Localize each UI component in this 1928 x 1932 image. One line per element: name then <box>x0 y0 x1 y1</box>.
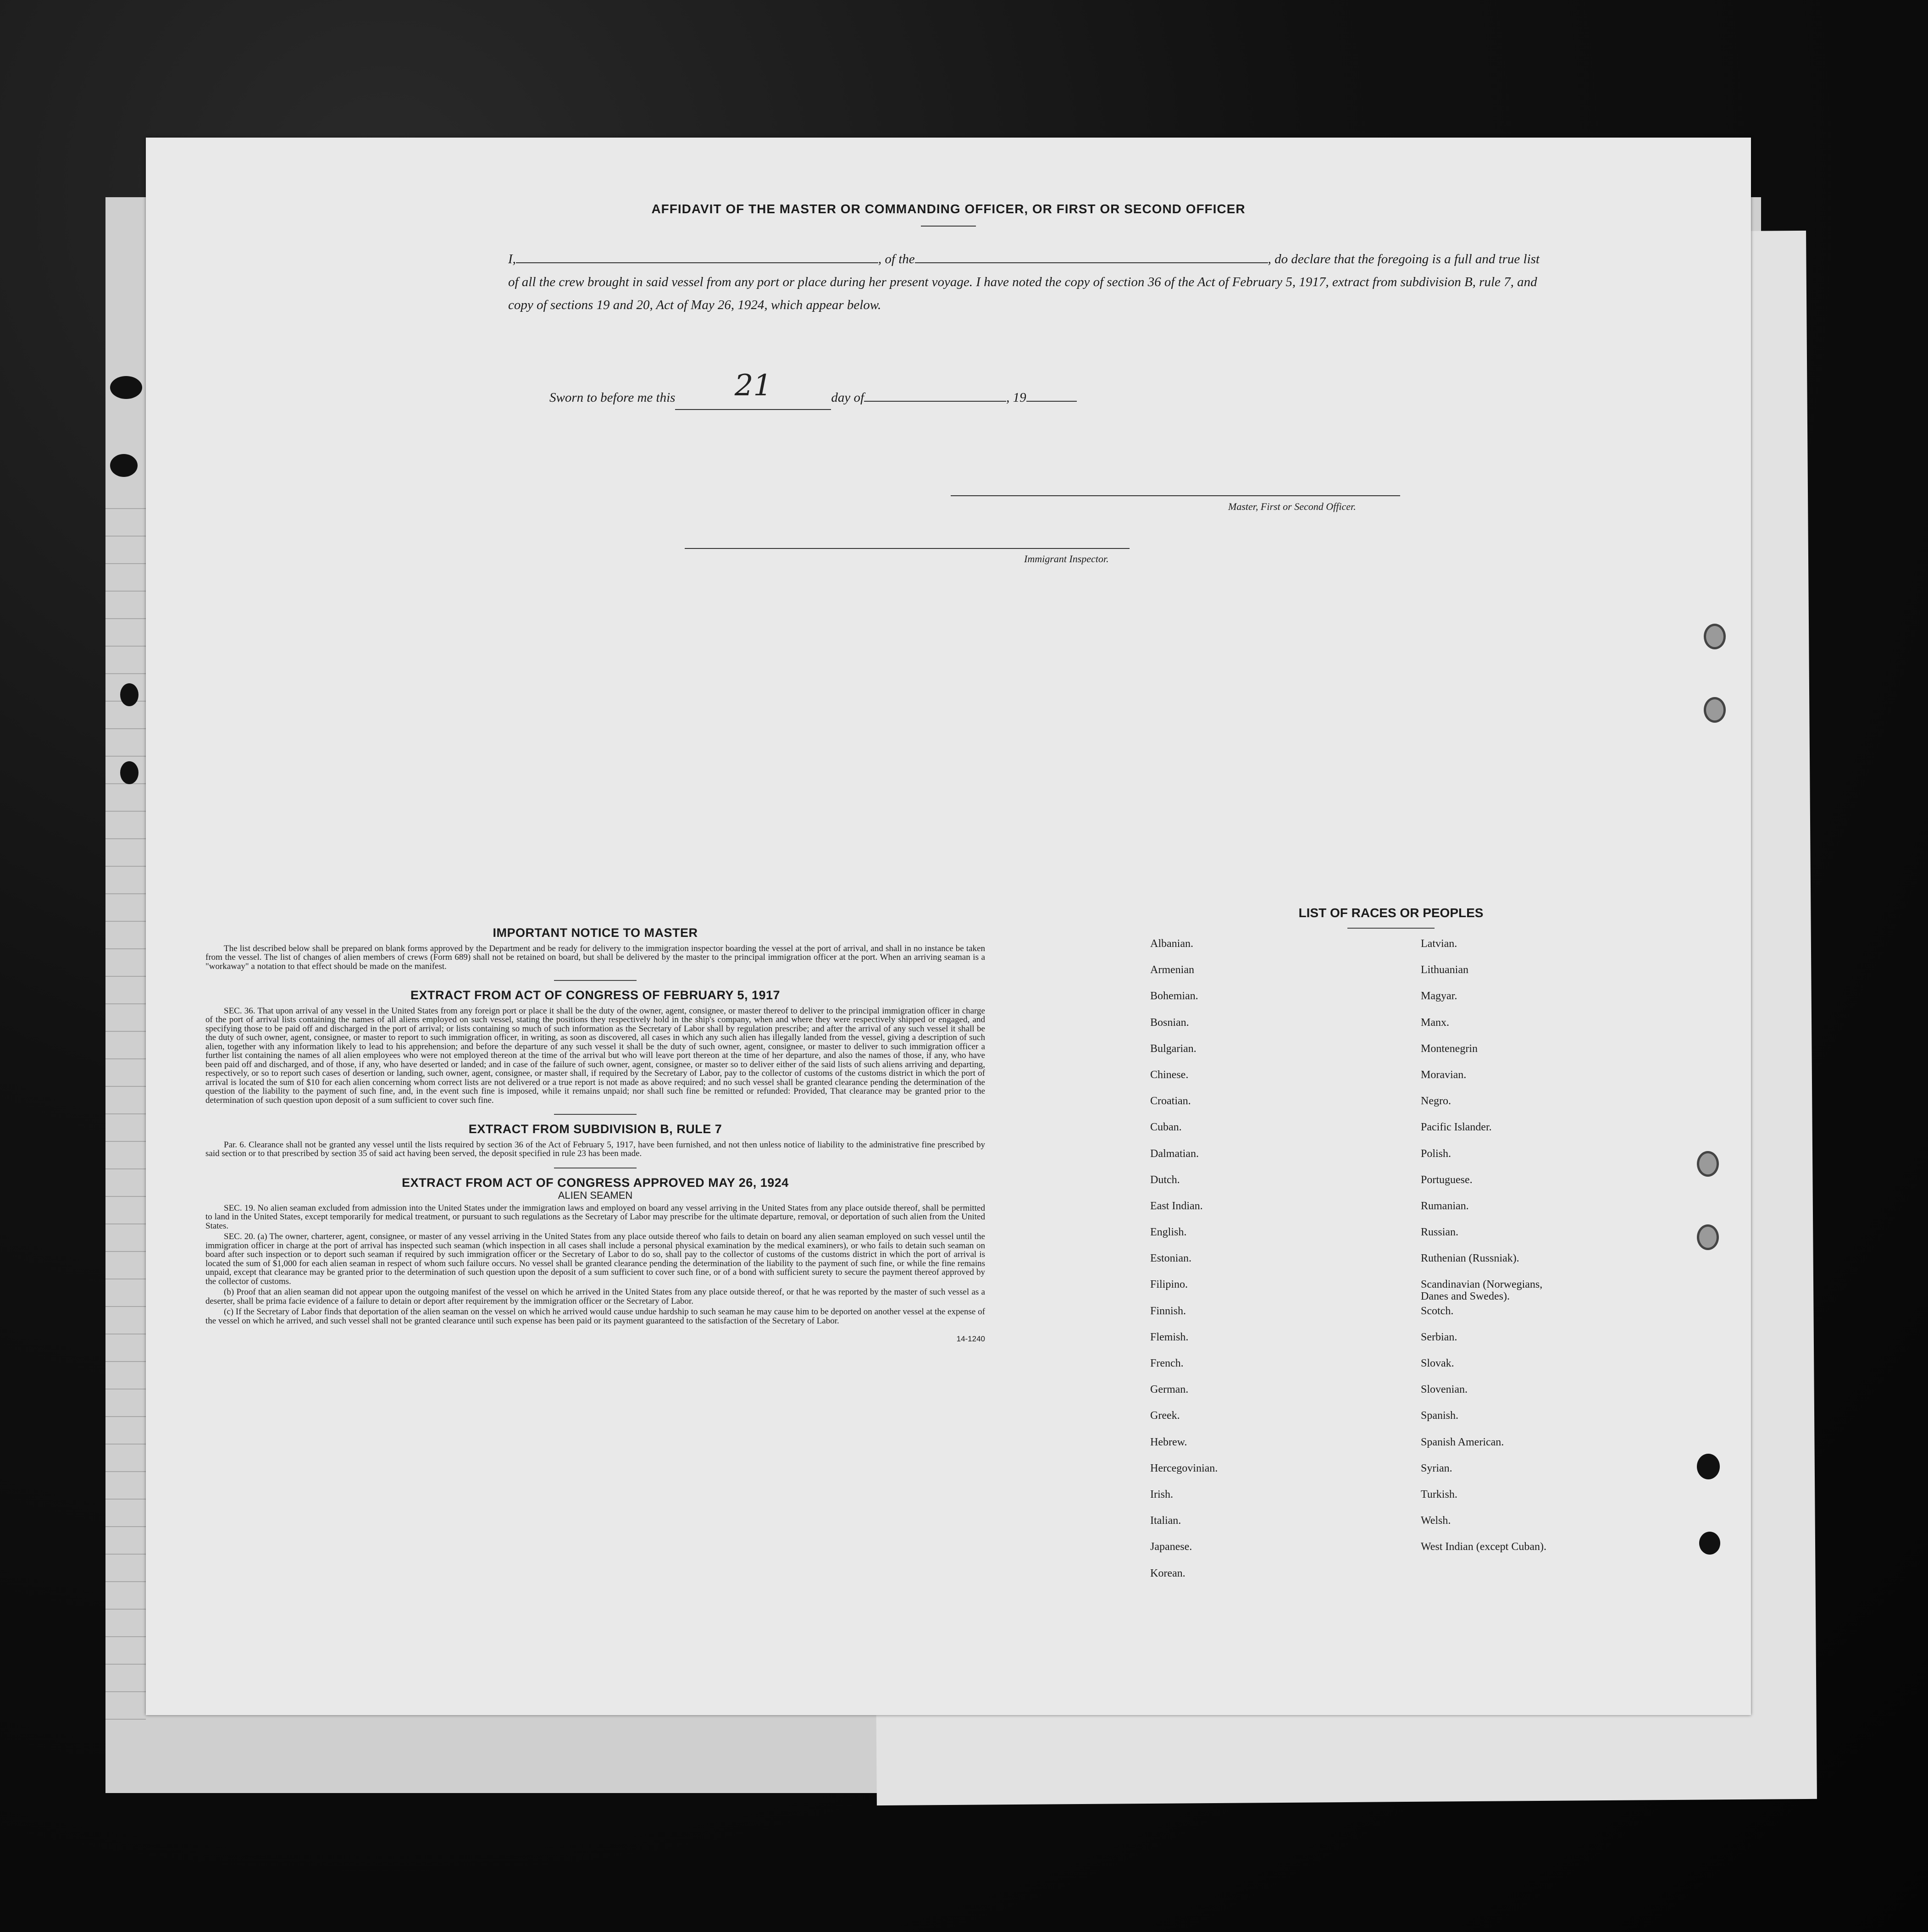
race-item: French. <box>1150 1357 1184 1369</box>
ruled-page-edge <box>105 482 146 1720</box>
sec19-text: SEC. 19. No alien seaman excluded from admission into the United States under the immigration laws and employed on board any vessel arriving in the United States from any place outside thereof, shall be permitted to land in the United States, except temporarily for medical treatment, or pursuant to such regulations as the Secretary of Labor may prescribe for the ultimate departure, removal, or deportation of such alien from the United States. <box>205 1203 985 1231</box>
race-item: Slovak. <box>1421 1357 1454 1369</box>
race-item: Turkish. <box>1421 1488 1457 1500</box>
races-column-left <box>1150 938 1343 1594</box>
race-item: Ruthenian (Russniak). <box>1421 1252 1519 1265</box>
race-item: Japanese. <box>1150 1541 1192 1553</box>
race-item: Croatian. <box>1150 1095 1191 1107</box>
race-item: Lithuanian <box>1421 964 1468 976</box>
race-item: Slovenian. <box>1421 1384 1468 1396</box>
race-item: Dalmatian. <box>1150 1147 1199 1160</box>
manifest-page <box>146 138 1751 1715</box>
race-item: Latvian. <box>1421 938 1457 950</box>
race-item: Cuban. <box>1150 1121 1182 1134</box>
race-item: East Indian. <box>1150 1200 1203 1212</box>
race-item: Montenegrin <box>1421 1042 1478 1055</box>
race-item: Dutch. <box>1150 1174 1180 1186</box>
race-item: Syrian. <box>1421 1462 1452 1474</box>
race-item: Moravian. <box>1421 1068 1467 1081</box>
punch-hole <box>1704 697 1726 723</box>
race-item: Hebrew. <box>1150 1436 1187 1448</box>
extract-1924-subtitle: ALIEN SEAMEN <box>558 1190 633 1201</box>
year-prefix: , 19 <box>1006 390 1026 405</box>
race-item: Greek. <box>1150 1410 1180 1422</box>
race-item: Welsh. <box>1421 1515 1451 1527</box>
officer-name-field[interactable] <box>516 262 878 263</box>
notice-title: IMPORTANT NOTICE TO MASTER <box>493 926 698 940</box>
race-item: Bosnian. <box>1150 1016 1189 1029</box>
race-item: Irish. <box>1150 1488 1173 1500</box>
extract-1924-title: EXTRACT FROM ACT OF CONGRESS APPROVED MAY 26, 1924 <box>402 1175 789 1190</box>
race-item: Spanish American. <box>1421 1436 1504 1448</box>
race-item: Negro. <box>1421 1095 1451 1107</box>
race-item: Magyar. <box>1421 990 1457 1002</box>
race-item: Rumanian. <box>1421 1200 1469 1212</box>
inspector-signature-line[interactable] <box>685 548 1130 549</box>
race-item: Portuguese. <box>1421 1174 1473 1186</box>
binding-hole-left <box>120 761 139 784</box>
handwritten-day: 21 <box>734 369 772 403</box>
race-item: English. <box>1150 1226 1187 1239</box>
declare-prefix: I, <box>508 252 516 266</box>
race-item: Filipino. <box>1150 1279 1188 1291</box>
race-item: Korean. <box>1150 1567 1186 1579</box>
affidavit-title: AFFIDAVIT OF THE MASTER OR COMMANDING OFFICER, OR FIRST OR SECOND OFFICER <box>651 202 1246 216</box>
race-item: Pacific Islander. <box>1421 1121 1492 1134</box>
affidavit-body <box>508 248 1545 316</box>
extract-1917-text: SEC. 36. That upon arrival of any vessel in the United States from any foreign port or place it shall be the duty of the owner, agent, consignee, or master thereof to deliver to the principal immigration officer in charge of the port of arrival lists containing the names of all aliens employed on such vessel, stating the positions they respectively hold in the ship's company, when and where they were respectively shipped or engaged, and specifying those to be paid off and discharged in the port of arrival; or lists containing so much of such information as the Secretary of Labor shall by regulation prescribe; and after the arrival of any such vessel it shall be the duty of such owner, agent, consignee, or master to report to such immigration officer, in writing, as soon as discovered, all cases in which any such alien has illegally landed from the vessel, giving a description of such alien, together with any information likely to lead to his apprehension; and before the departure of any such vessel it shall be the duty of such owner, agent, consignee, or master to deliver to such immigration officer a further list containing the names of all alien employees who were not employed thereon at the time of the arrival but who will leave port thereon at the time of her departure, and also the names of those, if any, who have been paid off and discharged, and of those, if any, who have deserted or landed; and in case of the failure of such owner, agent, consignee, or master so to deliver either of the said lists of such aliens arriving and departing, respectively, or so to report such cases of desertion or landing, such owner, agent, consignee, or master shall, if required by the Secretary of Labor, pay to the collector of customs of the customs district in which the port of arrival is located the sum of $10 for each alien concerning whom correct lists are not delivered or a true report is not made as above required; and no such vessel shall be granted clearance pending the determination of the question of the liability to the payment of such fine, and, in the event such fine is imposed, while it remains unpaid; nor shall such fine be remitted or refunded: Provided, That clearance may be granted prior to the determination of such question upon deposit of a sum sufficient to cover such fine. <box>205 1006 985 1105</box>
ink-blot <box>1699 1532 1720 1555</box>
sworn-statement <box>549 369 1077 410</box>
day-of-label: day of <box>831 390 864 405</box>
sworn-day-field[interactable] <box>675 369 831 410</box>
inspector-label: Immigrant Inspector. <box>1024 553 1109 565</box>
race-item: Scandinavian (Norwegians, Danes and Swedes). <box>1421 1279 1543 1303</box>
race-item: Chinese. <box>1150 1068 1189 1081</box>
legal-extracts <box>205 926 985 1344</box>
extract-rule7-text: Par. 6. Clearance shall not be granted any vessel until the lists required by section 36 of the Act of February 5, 1917, have been furnished, and not then unless notice of liability to the administrative fine prescribed by said section or to that prescribed by section 35 of said act having been served, the deposit specified in rule 23 has been made. <box>205 1140 985 1158</box>
divider <box>554 1114 637 1115</box>
binding-hole-left <box>110 376 142 399</box>
divider <box>921 226 976 227</box>
race-item: Manx. <box>1421 1016 1449 1029</box>
binding-hole-left <box>120 683 139 706</box>
vessel-name-field[interactable] <box>915 262 1268 263</box>
races-list <box>1150 906 1632 1579</box>
do-declare-label: , do declare <box>1268 252 1331 266</box>
punch-hole <box>1697 1224 1719 1250</box>
master-signature-label: Master, First or Second Officer. <box>1228 501 1356 512</box>
sworn-prefix: Sworn to before me this <box>549 390 676 405</box>
race-item: Estonian. <box>1150 1252 1191 1265</box>
race-item: Hercegovinian. <box>1150 1462 1218 1474</box>
sworn-month-field[interactable] <box>864 401 1006 402</box>
race-item: Serbian. <box>1421 1331 1457 1343</box>
race-item: Russian. <box>1421 1226 1459 1239</box>
race-item: Italian. <box>1150 1515 1181 1527</box>
punch-hole <box>1697 1151 1719 1177</box>
race-item: Bulgarian. <box>1150 1042 1197 1055</box>
sworn-year-field[interactable] <box>1026 401 1077 402</box>
race-item: German. <box>1150 1384 1189 1396</box>
divider <box>1347 928 1435 929</box>
race-item: Spanish. <box>1421 1410 1459 1422</box>
races-column-right <box>1421 938 1632 1567</box>
sec20c-text: (c) If the Secretary of Labor finds that deportation of the alien seaman on the vessel on which he arrived would cause undue hardship to such seaman he may cause him to be deported on another vessel at the expense of the vessel on which he arrived, and such vessel shall not be granted clearance until such expense has been paid or its payment guaranteed to the satisfaction of the Secretary of Labor. <box>205 1307 985 1326</box>
race-item: Polish. <box>1421 1147 1452 1160</box>
notice-text: The list described below shall be prepared on blank forms approved by the Department and be ready for delivery to the immigration inspector boarding the vessel at the port of arrival, and shall in no instance be taken from the vessel. The list of changes of alien members of crews (Form 689) shall not be retained on board, but shall be delivered by the master to the principal immigration officer at the port. When an arriving seaman is a "workaway" a notation to that effect should be made on the manifest. <box>205 943 985 971</box>
punch-hole <box>1704 624 1726 649</box>
ink-blot <box>1697 1454 1720 1479</box>
divider <box>554 980 637 981</box>
binding-hole-left <box>110 454 138 477</box>
master-signature-line[interactable] <box>951 495 1400 496</box>
race-item: West Indian (except Cuban). <box>1421 1541 1546 1553</box>
races-title: LIST OF RACES OR PEOPLES <box>1298 906 1484 920</box>
sec20a-text: SEC. 20. (a) The owner, charterer, agent, consignee, or master of any vessel arriving in the United States from any place outside thereof who fails to detain on board any alien seaman employed on such vessel until the immigration officer in charge at the port of arrival has inspected such seaman (which inspection in all cases shall include a personal physical examination by the medical examiners), or who fails to detain such seaman on board after such inspection or to deport such seaman if required by such immigration officer or the Secretary of Labor to do so, shall pay to the collector of customs of the customs district in which the port of arrival is located the sum of $1,000 for each alien seaman in respect of whom such failure occurs. No vessel shall be granted clearance pending the determination of the liability to the payment of such fine, or while the fine remains unpaid, except that clearance may be granted prior to the determination of such question upon the deposit of a sum sufficient to cover such fine, or of a bond with sufficient surety to secure the payment thereof approved by the collector of customs. <box>205 1232 985 1286</box>
race-item: Finnish. <box>1150 1305 1186 1317</box>
extract-rule7-title: EXTRACT FROM SUBDIVISION B, RULE 7 <box>468 1122 722 1136</box>
form-number: 14-1240 <box>956 1334 985 1343</box>
race-item: Scotch. <box>1421 1305 1454 1317</box>
race-item: Bohemian. <box>1150 990 1198 1002</box>
race-item: Albanian. <box>1150 938 1193 950</box>
race-item: Flemish. <box>1150 1331 1189 1343</box>
sec20b-text: (b) Proof that an alien seaman did not appear upon the outgoing manifest of the vessel on which he arrived in the United States from any place outside thereof, or that he was reported by the master of such vessel as a deserter, shall be prima facie evidence of a failure to detain or deport after requirement by the immigration officer or the Secretary of Labor. <box>205 1287 985 1306</box>
of-the-label: , of the <box>878 252 915 266</box>
declaration-text: that the foregoing is a full and true list of all the crew brought in said vessel from any port or place during her present voyage. I have noted the copy of section 36 of the Act of February 5, 1917, extract from subdivision B, rule 7, and copy of sections 19 and 20, Act of May 26, 1924, which appear below. <box>508 252 1540 312</box>
extract-1917-title: EXTRACT FROM ACT OF CONGRESS OF FEBRUARY 5, 1917 <box>410 988 781 1002</box>
race-item: Armenian <box>1150 964 1194 976</box>
